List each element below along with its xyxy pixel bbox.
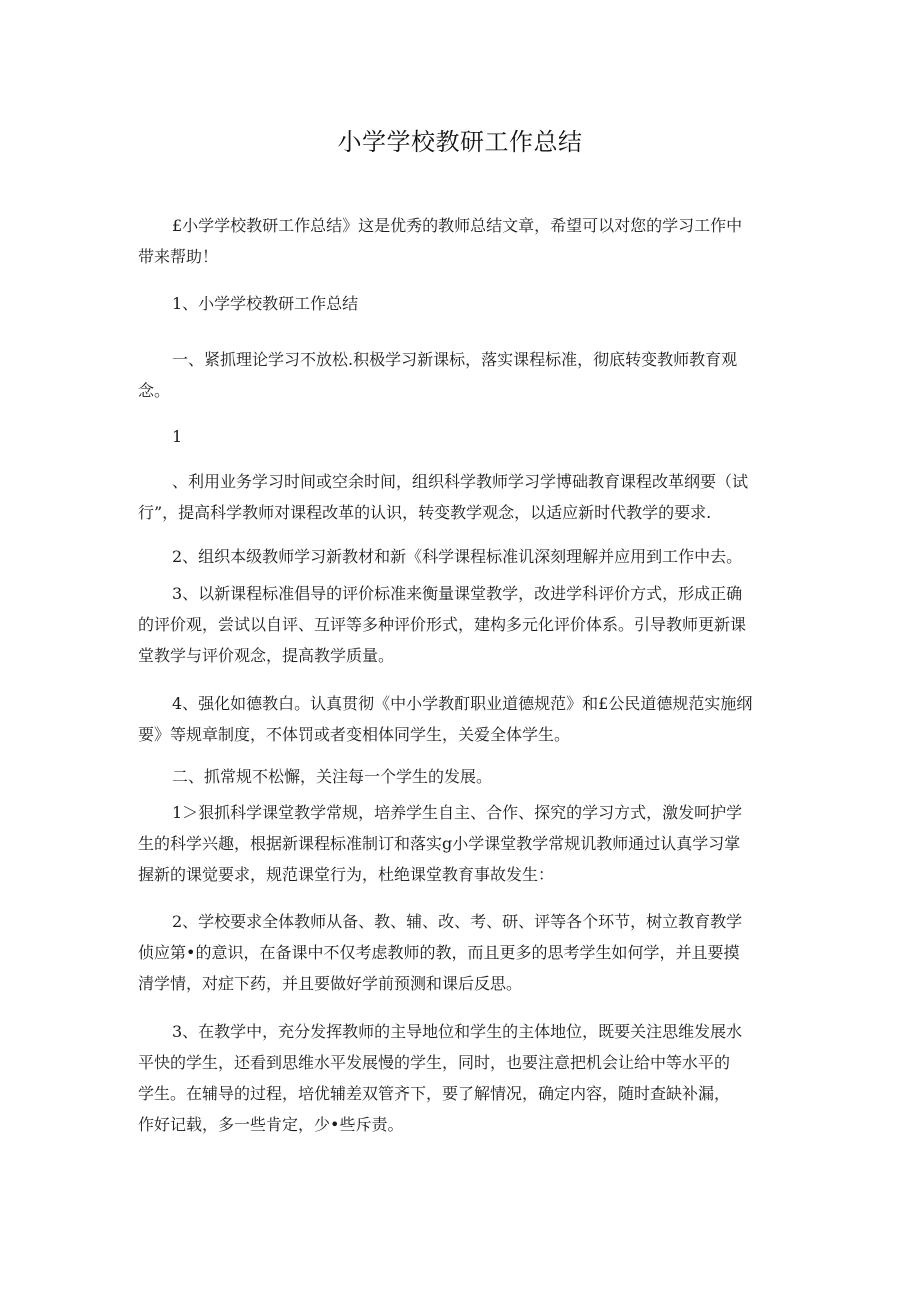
text-line: 3、以新课程标准倡导的评价标准来衡量课堂教学，改进学科评价方式，形成正确 (172, 584, 743, 603)
text-line: 一、紧抓理论学习不放松.积极学习新课标，落实课程标准，彻底转变教师教育观 (172, 350, 738, 369)
paragraph-item-2 (138, 541, 788, 572)
paragraph-number (138, 421, 788, 452)
document-title: 小学学校教研工作总结 (337, 128, 583, 156)
text-line: £小学学校教研工作总结》这是优秀的教师总结文章，希望可以对您的学习工作中 (172, 216, 743, 235)
paragraph-part-two-item-1 (138, 797, 788, 890)
text-line: 平快的学生，还看到思维水平发展慢的学生，同时，也要注意把机会让给中等水平的 (138, 1053, 731, 1072)
text-line: 二、抓常规不松懈，关注每一个学生的发展。 (172, 767, 493, 786)
text-line: 的评价观，尝试以自评、互评等多种评价形式，建构多元化评价体系。引导教师更新课 (138, 615, 747, 634)
paragraph-part-one-heading (138, 344, 788, 406)
text-line: 1＞狠抓科学课堂教学常规，培养学生自主、合作、探究的学习方式，激发呵护学 (172, 803, 743, 822)
paragraph-item-1 (138, 466, 788, 528)
text-line: 1 (172, 427, 183, 446)
paragraph-item-3 (138, 578, 788, 671)
paragraph-section-heading (138, 288, 788, 319)
paragraph-part-two-item-2 (138, 906, 788, 999)
paragraph-item-4 (138, 688, 788, 750)
text-line: 要》等规章制度，不体罚或者变相体同学生，关爱全体学生。 (138, 725, 571, 744)
text-line: 清学情，对症下药，并且要做好学前预测和课后反思。 (138, 974, 523, 993)
text-line: 2、组织本级教师学习新教材和新《科学课程标准讥深刻理解并应用到工作中去。 (172, 547, 743, 566)
text-line: 1、小学学校教研工作总结 (172, 294, 359, 313)
paragraph-part-two-item-3 (138, 1016, 788, 1140)
text-line: 4、强化如德教白。认真贯彻《中小学教酊职业道德规范》和£公民道德规范实施纲 (172, 694, 753, 713)
text-line: 生的科学兴趣，根据新课程标准制订和落实g小学课堂教学常规讥教师通过认真学习掌 (138, 834, 741, 853)
text-line: 2、学校要求全体教师从备、教、辅、改、考、研、评等各个环节，树立教育教学 (172, 912, 743, 931)
text-line: 带来帮助！ (138, 247, 219, 266)
text-line: 握新的课觉要求，规范课堂行为，杜绝课堂教育事故发生： (138, 865, 555, 884)
text-line: 作好记载，多一些肯定，少•些斥责。 (138, 1115, 404, 1134)
text-line: 、利用业务学习时间或空余时间，组织科学教师学习学博础教育课程改革纲要（试 (172, 472, 749, 491)
text-line: 行”，提高科学教师对课程改革的认识，转变教学观念，以适应新时代教学的要求. (138, 503, 712, 522)
text-line: 堂教学与评价观念，提高教学质量。 (138, 646, 395, 665)
text-line: 念。 (138, 381, 171, 400)
text-line: 3、在教学中，充分发挥教师的主导地位和学生的主体地位，既要关注思维发展水 (172, 1022, 743, 1041)
text-line: 侦应第•的意识，在备课中不仅考虑教师的教，而且更多的思考学生如何学，并且要摸 (138, 943, 740, 962)
paragraph-intro (138, 210, 788, 272)
paragraph-part-two-heading (138, 761, 788, 792)
text-line: 学生。在辅导的过程，培优辅差双管齐下，要了解情况，确定内容，随时查缺补漏， (138, 1084, 731, 1103)
